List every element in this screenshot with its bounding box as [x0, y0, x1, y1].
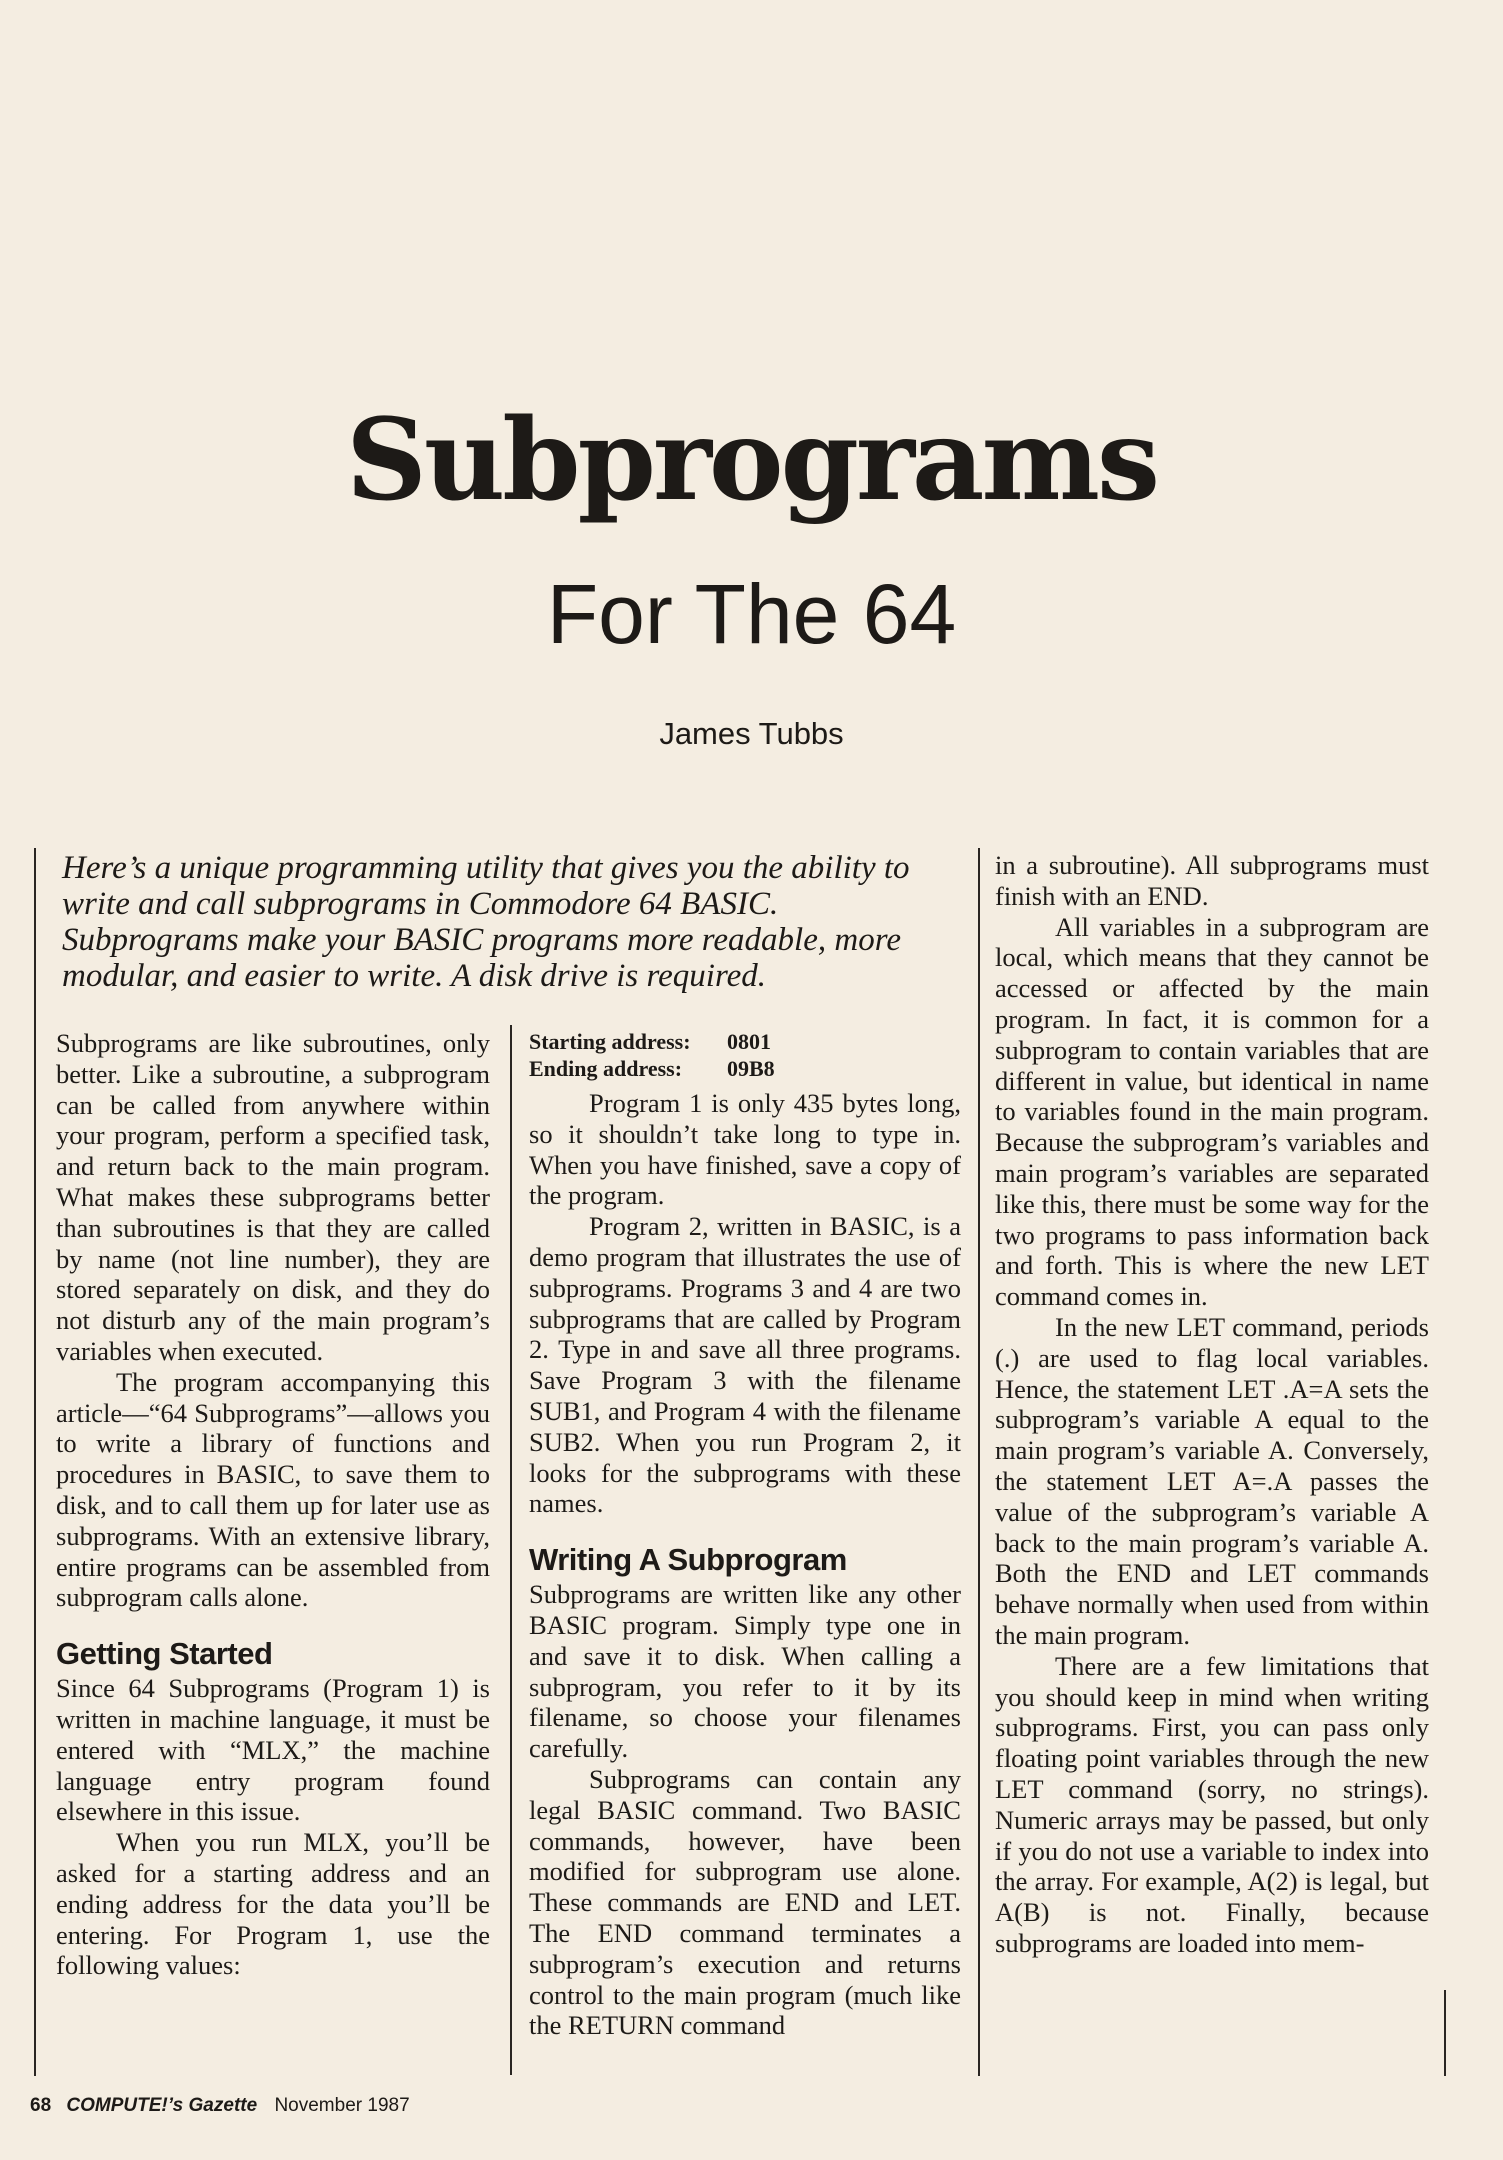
column-3: [995, 850, 1429, 1959]
ending-address-label: Ending address:: [529, 1056, 683, 1081]
article-subtitle: For The 64: [546, 567, 957, 661]
starting-address-value: 0801: [727, 1029, 771, 1054]
body-paragraph: in a subroutine). All subprograms must finish with an END.: [995, 850, 1429, 911]
body-paragraph: When you run MLX, you’ll be asked for a starting address and an ending address for the data you’ll be entering. For Program 1, use the following values:: [56, 1827, 490, 1981]
column-2: [529, 1028, 961, 2041]
column-rule-left: [34, 848, 36, 2076]
body-paragraph: Subprograms can contain any legal BASIC command. Two BASIC commands, however, have been modified for subprogram use alone. These commands are END and LET. The END command terminates a subprogram’s execution and returns control to the main program (much like the RETURN command: [529, 1763, 961, 2041]
article-title: Subprograms: [345, 395, 1158, 526]
article-intro: Here’s a unique programming utility that gives you the ability to write and call subprograms in Commodore 64 BASIC. Subprograms make your BASIC programs more readable, more modular, and easier to write. A disk drive is required.: [62, 850, 910, 994]
body-paragraph: Subprograms are written like any other BASIC program. Simply type one in and save it to disk. When calling a subprogram, you refer to it by its filename, so choose your filenames carefully.: [529, 1579, 961, 1764]
body-paragraph: Since 64 Subprograms (Program 1) is written in machine language, it must be entered with “MLX,” the machine language entry program found elsewhere in this issue.: [56, 1673, 490, 1827]
body-paragraph: Program 2, written in BASIC, is a demo program that illustrates the use of subprograms. Programs 3 and 4 are two subprograms that are called by Program 2. Type in and save all three programs. Save Program 3 with the filename SUB1, and Program 4 with the filename SUB2. When you run Program 2, it looks for the subprograms with these names.: [529, 1211, 961, 1519]
starting-address-label: Starting address:: [529, 1029, 691, 1054]
page-footer: [30, 2096, 410, 2115]
body-paragraph: In the new LET command, periods (.) are used to flag local variables. Hence, the statement LET .A=A sets the subprogram’s variable A equal to the main program’s variable A. Conversely, the statement LET A=.A passes the value of the subprogram’s variable A back to the main program’s variable A. Both the END and LET commands behave normally when used from within the main program.: [995, 1311, 1429, 1650]
issue-date: November 1987: [274, 2095, 410, 2116]
address-table: [529, 1028, 961, 1082]
body-paragraph: Subprograms are like subroutines, only better. Like a subroutine, a subprogram can be called from anywhere within your program, perform a specified task, and return back to the main program. What makes these subprograms better than subroutines is that they are called by name (not line number), they are stored separately on disk, and they do not disturb any of the main program’s variables when executed.: [56, 1028, 490, 1366]
body-paragraph: Program 1 is only 435 bytes long, so it shouldn’t take long to type in. When you have finished, save a copy of the program.: [529, 1088, 961, 1211]
body-paragraph: The program accompanying this article—“64 Subprograms”—allows you to write a library of functions and procedures in BASIC, to save them to disk, and to call them up for later use as subprograms. With an extensive library, entire programs can be assembled from subprogram calls alone.: [56, 1366, 490, 1613]
page-number: 68: [30, 2095, 52, 2116]
body-paragraph: There are a few limitations that you should keep in mind when writing subprograms. First, you can pass only floating point variables through the new LET command (sorry, no strings). Numeric arrays may be passed, but only if you do not use a variable to index into the array. For example, A(2) is legal, but A(B) is not. Finally, because subprograms are loaded into mem-: [995, 1650, 1429, 1958]
ending-address-value: 09B8: [727, 1056, 775, 1081]
section-heading-writing-a-subprogram: Writing A Subprogram: [529, 1542, 847, 1578]
magazine-name: COMPUTE!’s Gazette: [66, 2095, 258, 2116]
column-1: [56, 1028, 490, 1981]
body-paragraph: All variables in a subprogram are local, which means that they cannot be accessed or affected by the main program. In fact, it is common for a subprogram to contain variables that are different in value, but identical in name to variables found in the main program. Because the subprogram’s variables and main program’s variables are separated like this, there must be some way for the two programs to pass information back and forth. This is where the new LET command comes in.: [995, 911, 1429, 1312]
section-heading-getting-started: Getting Started: [56, 1636, 273, 1672]
column-rule-right: [978, 848, 980, 2076]
column-rule-middle: [510, 1025, 512, 2075]
author-byline: James Tubbs: [659, 716, 844, 751]
column-rule-far-right: [1444, 1990, 1446, 2076]
